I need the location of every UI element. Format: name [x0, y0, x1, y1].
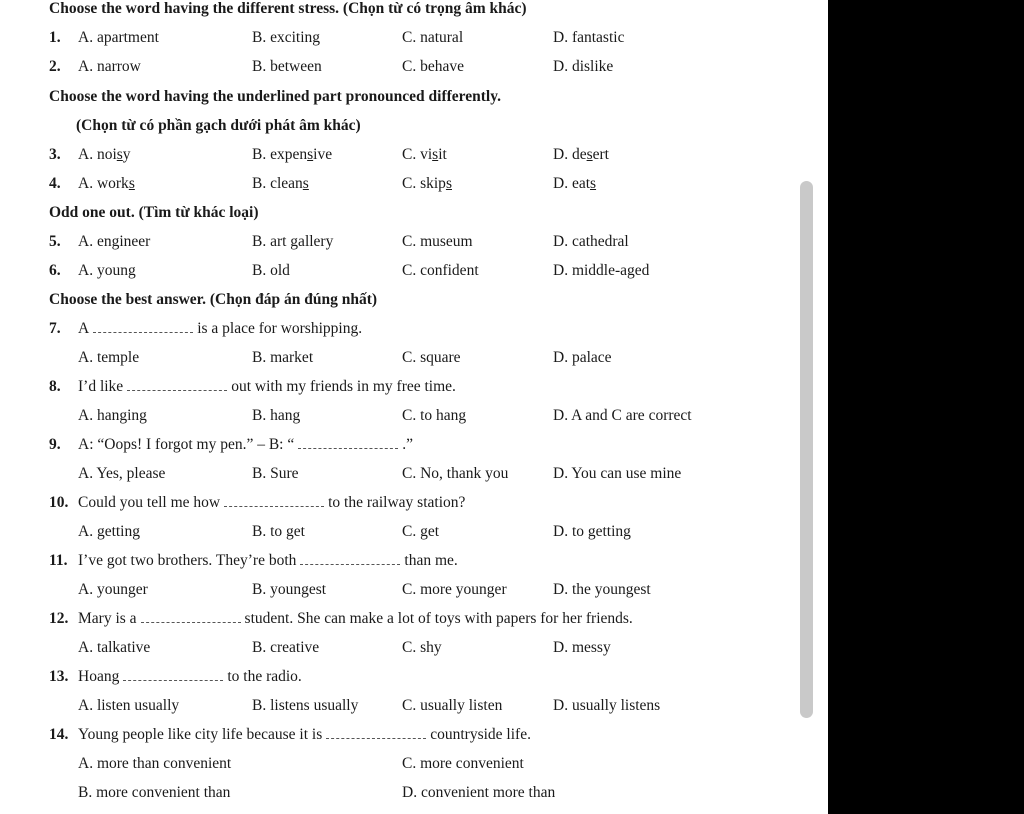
question-4 [0, 169, 800, 198]
option-b: B. between [252, 58, 322, 75]
question-9-options [0, 459, 800, 488]
option-b: B. creative [252, 639, 320, 656]
question-1 [0, 23, 800, 52]
question-number: 12. [49, 610, 69, 627]
question-10-stem [0, 488, 800, 517]
question-number: 4. [49, 175, 61, 192]
question-3 [0, 140, 800, 169]
option-d: D. desert [553, 146, 609, 163]
question-stem: Could you tell me how to the railway station? [78, 494, 466, 511]
option-d: D. dislike [553, 58, 614, 75]
option-b: B. market [252, 349, 314, 366]
option-a: A. talkative [78, 639, 151, 656]
question-10-options [0, 517, 800, 546]
question-stem: Young people like city life because it is countryside life. [78, 726, 531, 743]
option-c: C. get [402, 523, 440, 540]
question-14-options-row2 [0, 778, 800, 807]
question-12-options [0, 633, 800, 662]
option-b: B. listens usually [252, 697, 359, 714]
question-7-stem [0, 314, 800, 343]
question-stem: A is a place for worshipping. [78, 320, 363, 337]
answer-blank [123, 668, 223, 681]
option-a: A. noisy [78, 146, 131, 163]
question-11-stem [0, 546, 800, 575]
question-number: 11. [49, 552, 68, 569]
question-stem: I’d like out with my friends in my free time. [78, 378, 456, 395]
question-13-options [0, 691, 800, 720]
answer-blank [93, 320, 193, 333]
option-a: A. temple [78, 349, 140, 366]
option-a: A. hanging [78, 407, 147, 424]
option-b: B. to get [252, 523, 305, 540]
option-d: D. messy [553, 639, 611, 656]
question-number: 13. [49, 668, 69, 685]
section-heading-odd-one-out: Odd one out. (Tìm từ khác loại) [49, 204, 259, 221]
question-8-stem [0, 372, 800, 401]
option-d: D. the youngest [553, 581, 651, 598]
question-7-options [0, 343, 800, 372]
option-d: D. palace [553, 349, 612, 366]
section-heading-stress: Choose the word having the different stress. (Chọn từ có trọng âm khác) [49, 0, 527, 17]
question-8-options [0, 401, 800, 430]
option-b: B. cleans [252, 175, 309, 192]
option-d: D. usually listens [553, 697, 661, 714]
option-b: B. more convenient than [78, 784, 231, 801]
option-b: B. art gallery [252, 233, 334, 250]
option-a: A. young [78, 262, 136, 279]
option-c: C. to hang [402, 407, 467, 424]
question-2 [0, 52, 800, 81]
question-number: 6. [49, 262, 61, 279]
option-c: C. confident [402, 262, 479, 279]
option-b: B. expensive [252, 146, 333, 163]
option-c: C. visit [402, 146, 447, 163]
question-6 [0, 256, 800, 285]
option-b: B. hang [252, 407, 301, 424]
option-a: A. younger [78, 581, 148, 598]
answer-blank [141, 610, 241, 623]
answer-blank [224, 494, 324, 507]
question-5 [0, 227, 800, 256]
question-14-stem [0, 720, 800, 749]
option-a: A. Yes, please [78, 465, 166, 482]
question-number: 3. [49, 146, 61, 163]
question-number: 14. [49, 726, 69, 743]
vertical-scrollbar[interactable] [800, 181, 813, 718]
question-11-options [0, 575, 800, 604]
option-c: C. usually listen [402, 697, 503, 714]
option-c: C. skips [402, 175, 452, 192]
question-number: 5. [49, 233, 61, 250]
question-stem: A: “Oops! I forgot my pen.” – B: “ .” [78, 436, 414, 453]
answer-blank [298, 436, 398, 449]
question-9-stem [0, 430, 800, 459]
answer-blank [127, 378, 227, 391]
question-number: 7. [49, 320, 61, 337]
option-d: D. fantastic [553, 29, 625, 46]
option-c: C. more younger [402, 581, 507, 598]
option-b: B. Sure [252, 465, 299, 482]
question-14-options-row1 [0, 749, 800, 778]
question-stem: I’ve got two brothers. They’re both than me. [78, 552, 458, 569]
question-number: 9. [49, 436, 61, 453]
section-heading-best-answer: Choose the best answer. (Chọn đáp án đúng nhất) [49, 291, 378, 308]
option-a: A. listen usually [78, 697, 180, 714]
option-a: A. narrow [78, 58, 141, 75]
answer-blank [326, 726, 426, 739]
option-b: B. exciting [252, 29, 321, 46]
option-d: D. convenient more than [402, 784, 556, 801]
option-b: B. youngest [252, 581, 327, 598]
option-b: B. old [252, 262, 290, 279]
option-d: D. A and C are correct [553, 407, 692, 424]
option-c: C. shy [402, 639, 442, 656]
question-stem: Hoang to the radio. [78, 668, 302, 685]
option-c: C. natural [402, 29, 464, 46]
question-number: 8. [49, 378, 61, 395]
option-a: A. works [78, 175, 135, 192]
section-subheading-pronunciation: (Chọn từ có phần gạch dưới phát âm khác) [76, 117, 361, 134]
section-heading-pronunciation: Choose the word having the underlined part pronounced differently. [49, 88, 501, 105]
option-c: C. square [402, 349, 461, 366]
question-12-stem [0, 604, 800, 633]
question-number: 2. [49, 58, 61, 75]
option-a: A. apartment [78, 29, 159, 46]
question-number: 10. [49, 494, 69, 511]
option-c: C. museum [402, 233, 473, 250]
option-c: C. behave [402, 58, 464, 75]
question-number: 1. [49, 29, 61, 46]
option-a: A. more than convenient [78, 755, 232, 772]
answer-blank [300, 552, 400, 565]
option-d: D. cathedral [553, 233, 629, 250]
option-d: D. to getting [553, 523, 631, 540]
option-d: D. eats [553, 175, 597, 192]
option-c: C. more convenient [402, 755, 524, 772]
option-c: C. No, thank you [402, 465, 509, 482]
question-stem: Mary is a student. She can make a lot of toys with papers for her friends. [78, 610, 633, 627]
question-13-stem [0, 662, 800, 691]
option-a: A. engineer [78, 233, 151, 250]
option-d: D. middle-aged [553, 262, 650, 279]
option-a: A. getting [78, 523, 140, 540]
option-d: D. You can use mine [553, 465, 682, 482]
